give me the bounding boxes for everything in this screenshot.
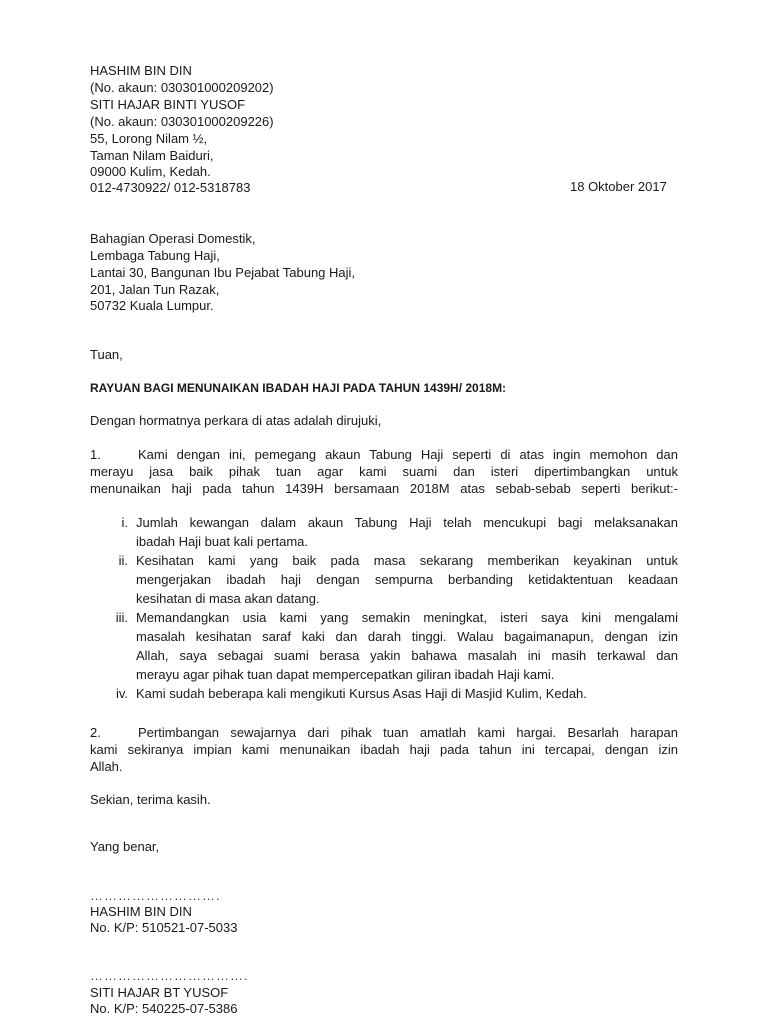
closing-line: Sekian, terima kasih. (90, 792, 211, 807)
reason-number: i. (121, 515, 128, 530)
paragraph-1-line-2: merayu jasa baik pihak tuan agar kami suami dan isteri dipertimbangkan untuk (90, 464, 678, 479)
sender-address-2: Taman Nilam Baiduri, (90, 148, 214, 163)
signature-line: ………………………. (90, 888, 221, 903)
sender-name-1: HASHIM BIN DIN (90, 63, 192, 78)
reason-text-line: Kami sudah beberapa kali mengikuti Kursus Asas Haji di Masjid Kulim, Kedah. (136, 686, 587, 701)
reason-number: ii. (118, 553, 128, 568)
paragraph-1-number: 1. (90, 447, 101, 462)
sender-phone: 012-4730922/ 012-5318783 (90, 180, 251, 195)
sender-address-1: 55, Lorong Nilam ½, (90, 131, 208, 146)
signatory-ic-number: No. K/P: 540225-07-5386 (90, 1001, 238, 1016)
opening-line: Dengan hormatnya perkara di atas adalah dirujuki, (90, 413, 382, 428)
sender-address-3: 09000 Kulim, Kedah. (90, 164, 211, 179)
salutation: Tuan, (90, 347, 123, 362)
reason-number: iv. (115, 686, 128, 701)
reason-number: iii. (115, 610, 128, 625)
recipient-line-3: Lantai 30, Bangunan Ibu Pejabat Tabung Haji, (90, 265, 356, 280)
paragraph-2-line-2: kami sekiranya impian kami menunaikan ibadah haji pada tahun ini tercapai, dengan izin (90, 742, 678, 757)
recipient-line-4: 201, Jalan Tun Razak, (90, 282, 220, 297)
reason-text-line: merayu agar pihak tuan dapat mempercepatkan giliran ibadah Haji kami. (136, 667, 555, 682)
paragraph-2-number: 2. (90, 725, 101, 740)
yours-truly: Yang benar, (90, 839, 160, 854)
reason-text-line: Allah, saya sebagai suami berasa yakin bahawa masalah ini masih terkawal dan (136, 648, 678, 663)
paragraph-2-line-1: Pertimbangan sewajarnya dari pihak tuan amatlah kami hargai. Besarlah harapan (138, 725, 678, 740)
sender-account-1: (No. akaun: 030301000209202) (90, 80, 274, 95)
reason-text-line: Kesihatan kami yang baik pada masa sekarang memberikan keyakinan untuk (136, 553, 678, 568)
paragraph-1-line-3: menunaikan haji pada tahun 1439H bersamaan 2018M atas sebab-sebab seperti berikut:- (90, 481, 678, 496)
reason-text-line: Memandangkan usia kami yang semakin meningkat, isteri saya kini mengalami (136, 610, 678, 625)
reason-text-line: Jumlah kewangan dalam akaun Tabung Haji telah mencukupi bagi melaksanakan (136, 515, 678, 530)
reason-text-line: ibadah Haji buat kali pertama. (136, 534, 308, 549)
reason-text-line: masalah kesihatan saraf kaki dan darah tinggi. Walau bagaimanapun, dengan izin (136, 629, 678, 644)
letter-date: 18 Oktober 2017 (570, 179, 667, 194)
signatory-ic-number: No. K/P: 510521-07-5033 (90, 920, 238, 935)
sender-account-2: (No. akaun: 030301000209226) (90, 114, 274, 129)
signatory-name: HASHIM BIN DIN (90, 904, 192, 919)
recipient-line-2: Lembaga Tabung Haji, (90, 248, 220, 263)
signature-line: ……………………………. (90, 968, 249, 983)
paragraph-2-line-3: Allah. (90, 759, 123, 774)
paragraph-1-line-1: Kami dengan ini, pemegang akaun Tabung Haji seperti di atas ingin memohon dan (138, 447, 678, 462)
recipient-line-1: Bahagian Operasi Domestik, (90, 231, 256, 246)
signatory-name: SITI HAJAR BT YUSOF (90, 985, 229, 1000)
reason-text-line: mengerjakan ibadah haji dengan sempurna berbanding ketidaktentuan keadaan (136, 572, 678, 587)
sender-name-2: SITI HAJAR BINTI YUSOF (90, 97, 246, 112)
reason-text-line: kesihatan di masa akan datang. (136, 591, 320, 606)
recipient-line-5: 50732 Kuala Lumpur. (90, 298, 214, 313)
letter-subject: RAYUAN BAGI MENUNAIKAN IBADAH HAJI PADA TAHUN 1439H/ 2018M: (90, 381, 507, 395)
